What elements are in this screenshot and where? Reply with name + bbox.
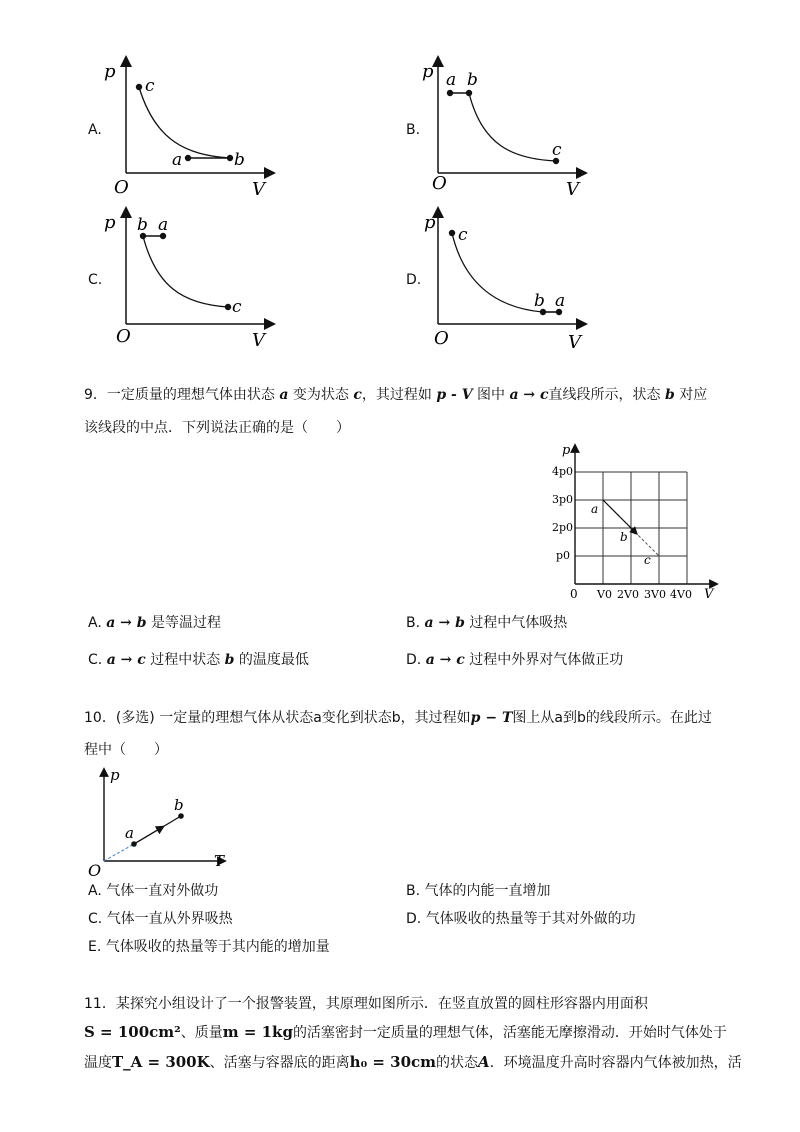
q9-xtick-v0: V0 xyxy=(597,588,612,601)
graph-b xyxy=(412,55,592,205)
q9-option-b[interactable]: B. a → b 过程中气体吸热 xyxy=(406,615,568,631)
graph-c-p-label: p xyxy=(104,212,116,233)
q9-ytick-4p0: 4p0 xyxy=(552,465,574,478)
graph-b-label: B. xyxy=(406,122,421,138)
graph-c-v-label: V xyxy=(252,330,265,351)
graph-c-a-label: a xyxy=(158,215,169,235)
q10-option-e[interactable]: E. 气体吸收的热量等于其内能的增加量 xyxy=(88,939,330,955)
q10-number: 10． xyxy=(84,710,116,726)
graph-d-c-label: c xyxy=(458,225,468,245)
graph-d-origin: O xyxy=(434,328,449,349)
graph-c xyxy=(100,206,280,356)
q9-point-a: a xyxy=(591,502,599,516)
q9-arrow-ab xyxy=(603,500,635,532)
q9-ytick-p0: p0 xyxy=(556,549,571,562)
q11-number: 11． xyxy=(84,996,116,1012)
q10-option-b[interactable]: B. 气体的内能一直增加 xyxy=(406,883,551,899)
graph-b-c-label: c xyxy=(552,140,562,160)
graph-c-b-label: b xyxy=(137,215,148,235)
graph-b-p-label: p xyxy=(422,61,434,82)
graph-b-curve xyxy=(469,93,556,161)
graph-a-c-label: c xyxy=(145,76,155,96)
q10-point-a: a xyxy=(125,824,134,842)
graph-a xyxy=(100,55,280,205)
q10-option-d[interactable]: D. 气体吸收的热量等于其对外做的功 xyxy=(406,911,636,927)
q9-option-d[interactable]: D. a → c 过程中外界对气体做正功 xyxy=(406,652,624,668)
graph-a-curve xyxy=(139,87,230,158)
q10-origin: O xyxy=(88,861,102,880)
graph-b-v-label: V xyxy=(566,179,579,200)
q9-xtick-2v0: 2V0 xyxy=(617,588,639,601)
graph-c-c-label: c xyxy=(232,297,242,317)
graph-d-a-label: a xyxy=(555,291,566,311)
graph-d-label: D. xyxy=(406,272,422,288)
q11-line2: S = 100cm²、质量m = 1kg的活塞密封一定质量的理想气体，活塞能无摩擦滑动．开始时气体处于 xyxy=(84,1023,727,1041)
q9-stem-line1: 9．一定质量的理想气体由状态 a 变为状态 c，其过程如 p - V 图中 a → c直线段所示，状态 b 对应 xyxy=(84,387,708,403)
graph-b-b-label: b xyxy=(467,70,478,90)
q9-graph xyxy=(548,440,728,605)
q9-point-c: c xyxy=(644,553,651,567)
graph-a-point-b xyxy=(227,155,233,161)
graph-a-a-label: a xyxy=(172,150,183,170)
graph-a-v-label: V xyxy=(252,179,265,200)
graph-b-a-label: a xyxy=(446,70,457,90)
graph-a-label: A. xyxy=(88,122,102,138)
q9-number: 9． xyxy=(84,387,107,403)
graph-d xyxy=(412,206,592,356)
q9-origin: 0 xyxy=(570,587,578,601)
q10-dashed-extension xyxy=(104,844,134,861)
q9-stem-line2: 该线段的中点．下列说法正确的是（ ） xyxy=(84,420,350,436)
q10-graph xyxy=(86,766,236,880)
q9-option-a[interactable]: A. a → b 是等温过程 xyxy=(88,615,222,631)
graph-c-origin: O xyxy=(116,326,131,347)
q9-option-c[interactable]: C. a → c 过程中状态 b 的温度最低 xyxy=(88,652,309,668)
q11-line3: 温度T_A = 300K、活塞与容器底的距离h₀ = 30cm的状态A．环境温度升高时容器内气体被加热，活 xyxy=(84,1053,742,1071)
graph-b-origin: O xyxy=(432,173,447,194)
q10-y-label: p xyxy=(110,766,120,784)
q9-xtick-3v0: 3V0 xyxy=(644,588,666,601)
q9-ytick-3p0: 3p0 xyxy=(552,493,574,506)
graph-d-p-label: p xyxy=(424,212,436,233)
q9-y-label: p xyxy=(562,443,571,458)
graph-a-point-c xyxy=(136,84,142,90)
q11-line1: 11．某探究小组设计了一个报警装置，其原理如图所示．在竖直放置的圆柱形容器内用面积 xyxy=(84,996,648,1012)
q10-x-label: T xyxy=(214,852,225,870)
graph-a-p-label: p xyxy=(104,61,116,82)
q9-point-b: b xyxy=(620,530,628,544)
q9-x-label: V xyxy=(704,587,714,602)
q10-arrow xyxy=(134,828,161,844)
q9-ytick-2p0: 2p0 xyxy=(552,521,574,534)
q10-stem-line2: 程中（ ） xyxy=(84,742,168,758)
q10-option-a[interactable]: A. 气体一直对外做功 xyxy=(88,883,219,899)
q10-option-c[interactable]: C. 气体一直从外界吸热 xyxy=(88,911,233,927)
graph-c-label: C. xyxy=(88,272,103,288)
graph-a-b-label: b xyxy=(234,150,245,170)
graph-c-curve xyxy=(143,236,228,307)
graph-d-b-label: b xyxy=(534,291,545,311)
graph-a-origin: O xyxy=(114,177,129,198)
q10-point-b: b xyxy=(174,796,184,814)
q10-stem-line1: 10．(多选) 一定量的理想气体从状态a变化到状态b，其过程如p − T图上从a到b的线段所示。在此过 xyxy=(84,710,712,726)
graph-d-v-label: V xyxy=(568,332,581,353)
graph-a-point-a xyxy=(185,155,191,161)
q9-xtick-4v0: 4V0 xyxy=(670,588,692,601)
